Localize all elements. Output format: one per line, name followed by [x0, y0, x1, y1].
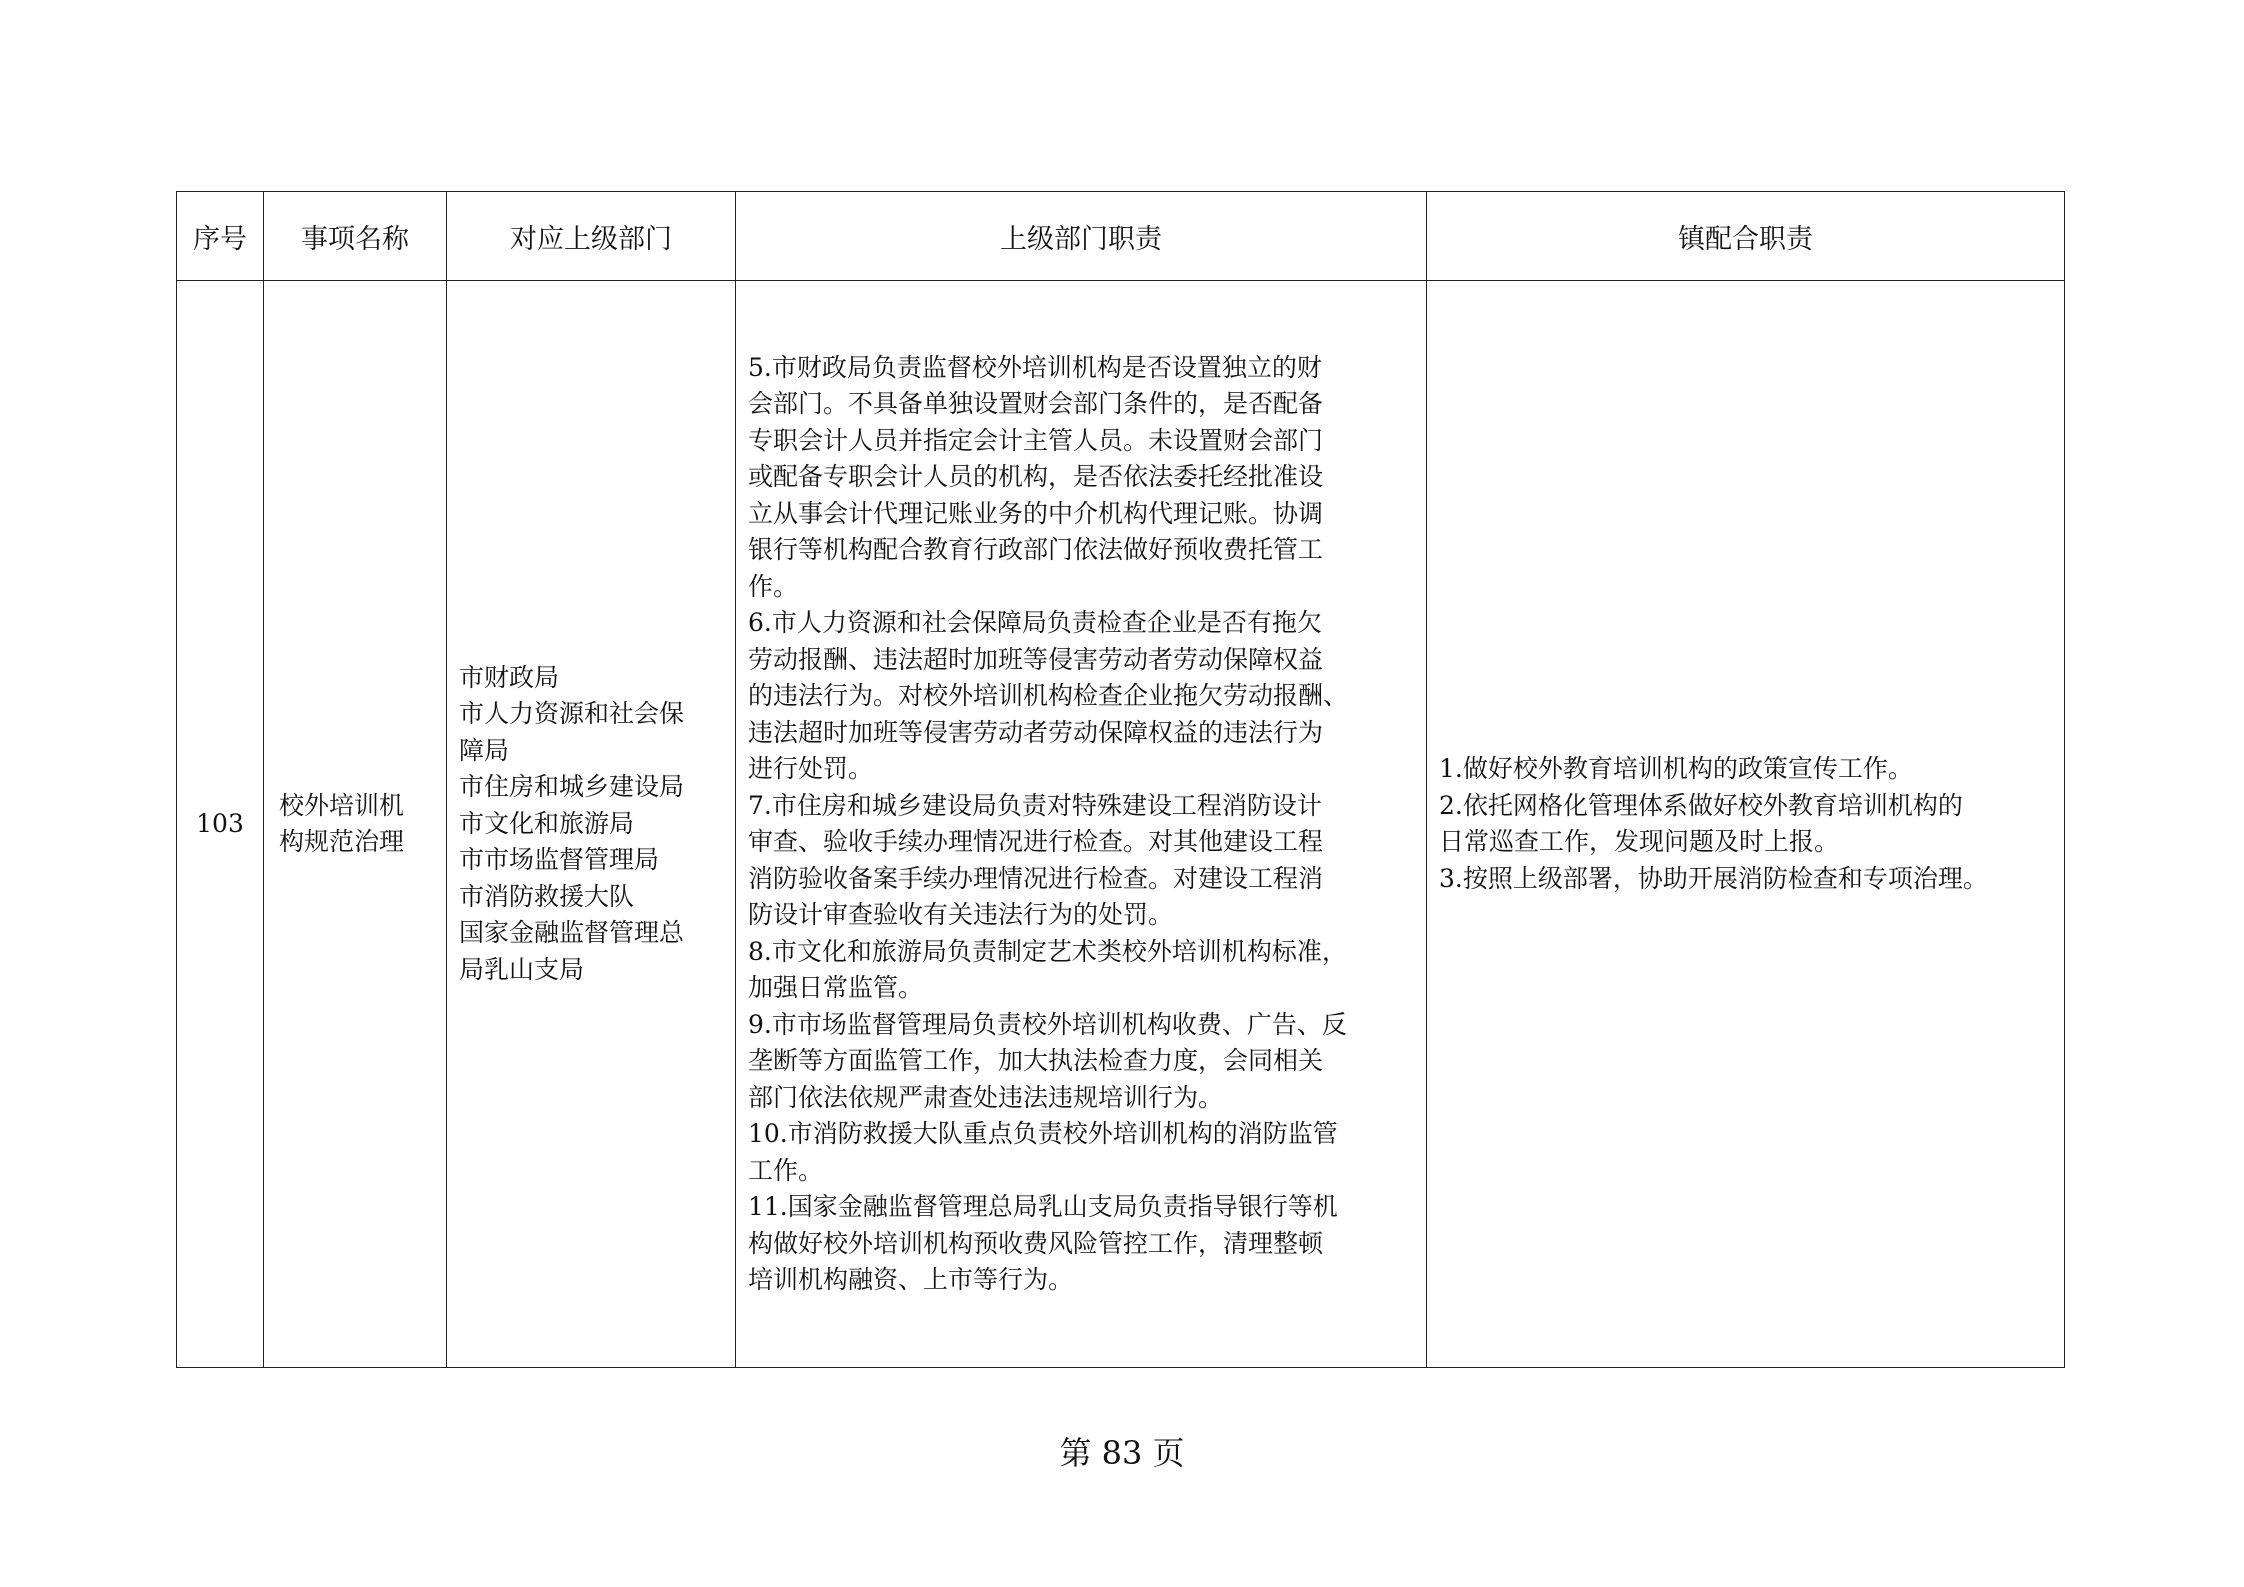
- page-number: 第 83 页: [1059, 1434, 1185, 1472]
- text-line: 市住房和城乡建设局: [459, 772, 685, 802]
- text-line: 9.市市场监督管理局负责校外培训机构收费、广告、反: [748, 1009, 1347, 1039]
- text-line: 构规范治理: [279, 827, 405, 856]
- item-name-lines: [264, 788, 446, 861]
- text-line: 日常巡查工作，发现问题及时上报。: [1439, 827, 1840, 856]
- text-line: 3.按照上级部署，协助开展消防检查和专项治理。: [1439, 863, 1988, 893]
- text-line: 市消防救援大队: [459, 881, 635, 911]
- row-dept: [447, 281, 736, 1368]
- header-upper-duty: 上级部门职责: [736, 192, 1427, 281]
- text-line: 市市场监督管理局: [459, 845, 660, 875]
- text-line: 会部门。不具备单独设置财会部门条件的，是否配备: [748, 389, 1324, 418]
- town-duty-lines: [1427, 751, 2064, 897]
- header-dept: 对应上级部门: [447, 192, 736, 281]
- table-row: [177, 281, 2065, 1368]
- text-line: 审查、验收手续办理情况进行检查。对其他建设工程: [748, 827, 1324, 856]
- row-town-duty: [1427, 281, 2065, 1368]
- text-line: 银行等机构配合教育行政部门依法做好预收费托管工: [748, 535, 1324, 564]
- text-line: 市财政局: [459, 662, 560, 692]
- text-line: 局乳山支局: [459, 954, 585, 984]
- duty-table: [176, 191, 2065, 1368]
- text-line: 防设计审查验收有关违法行为的处罚。: [748, 900, 1174, 929]
- text-line: 市人力资源和社会保: [459, 699, 685, 729]
- text-line: 校外培训机: [279, 790, 405, 820]
- text-line: 6.市人力资源和社会保障局负责检查企业是否有拖欠: [748, 608, 1322, 637]
- text-line: 10.市消防救援大队重点负责校外培训机构的消防监管: [748, 1119, 1338, 1148]
- text-line: 消防验收备案手续办理情况进行检查。对建设工程消: [748, 863, 1324, 893]
- text-line: 工作。: [748, 1155, 824, 1185]
- text-line: 部门依法依规严肃查处违法违规培训行为。: [748, 1082, 1224, 1112]
- text-line: 5.市财政局负责监督校外培训机构是否设置独立的财: [748, 352, 1322, 382]
- text-line: 的违法行为。对校外培训机构检查企业拖欠劳动报酬、: [748, 681, 1349, 710]
- text-line: 1.做好校外教育培训机构的政策宣传工作。: [1439, 754, 1913, 783]
- header-item-name: 事项名称: [264, 192, 447, 281]
- row-item-name: [264, 281, 447, 1368]
- row-upper-duty: [736, 281, 1427, 1368]
- text-line: 垄断等方面监管工作，加大执法检查力度，会同相关: [748, 1046, 1324, 1075]
- dept-lines: [447, 660, 735, 989]
- text-line: 国家金融监督管理总: [459, 918, 685, 948]
- upper-duty-lines: [736, 350, 1426, 1299]
- text-line: 立从事会计代理记账业务的中介机构代理记账。协调: [748, 498, 1324, 528]
- header-no: 序号: [177, 192, 264, 281]
- text-line: 11.国家金融监督管理总局乳山支局负责指导银行等机: [748, 1192, 1338, 1221]
- header-row: [177, 192, 2065, 281]
- text-line: 市文化和旅游局: [459, 808, 635, 838]
- text-line: 2.依托网格化管理体系做好校外教育培训机构的: [1439, 790, 1963, 820]
- text-line: 作。: [748, 571, 799, 601]
- text-line: 加强日常监管。: [748, 973, 924, 1002]
- header-town-duty: 镇配合职责: [1427, 192, 2065, 281]
- text-line: 或配备专职会计人员的机构，是否依法委托经批准设: [748, 462, 1324, 491]
- text-line: 7.市住房和城乡建设局负责对特殊建设工程消防设计: [748, 790, 1322, 820]
- text-line: 8.市文化和旅游局负责制定艺术类校外培训机构标准，: [748, 936, 1347, 966]
- text-line: 培训机构融资、上市等行为。: [748, 1265, 1074, 1294]
- text-line: 违法超时加班等侵害劳动者劳动保障权益的违法行为: [748, 717, 1324, 747]
- text-line: 障局: [459, 735, 510, 765]
- row-no: 103: [177, 281, 264, 1368]
- text-line: 劳动报酬、违法超时加班等侵害劳动者劳动保障权益: [748, 644, 1324, 674]
- text-line: 专职会计人员并指定会计主管人员。未设置财会部门: [748, 425, 1324, 455]
- text-line: 构做好校外培训机构预收费风险管控工作，清理整顿: [748, 1228, 1324, 1258]
- text-line: 进行处罚。: [748, 754, 874, 783]
